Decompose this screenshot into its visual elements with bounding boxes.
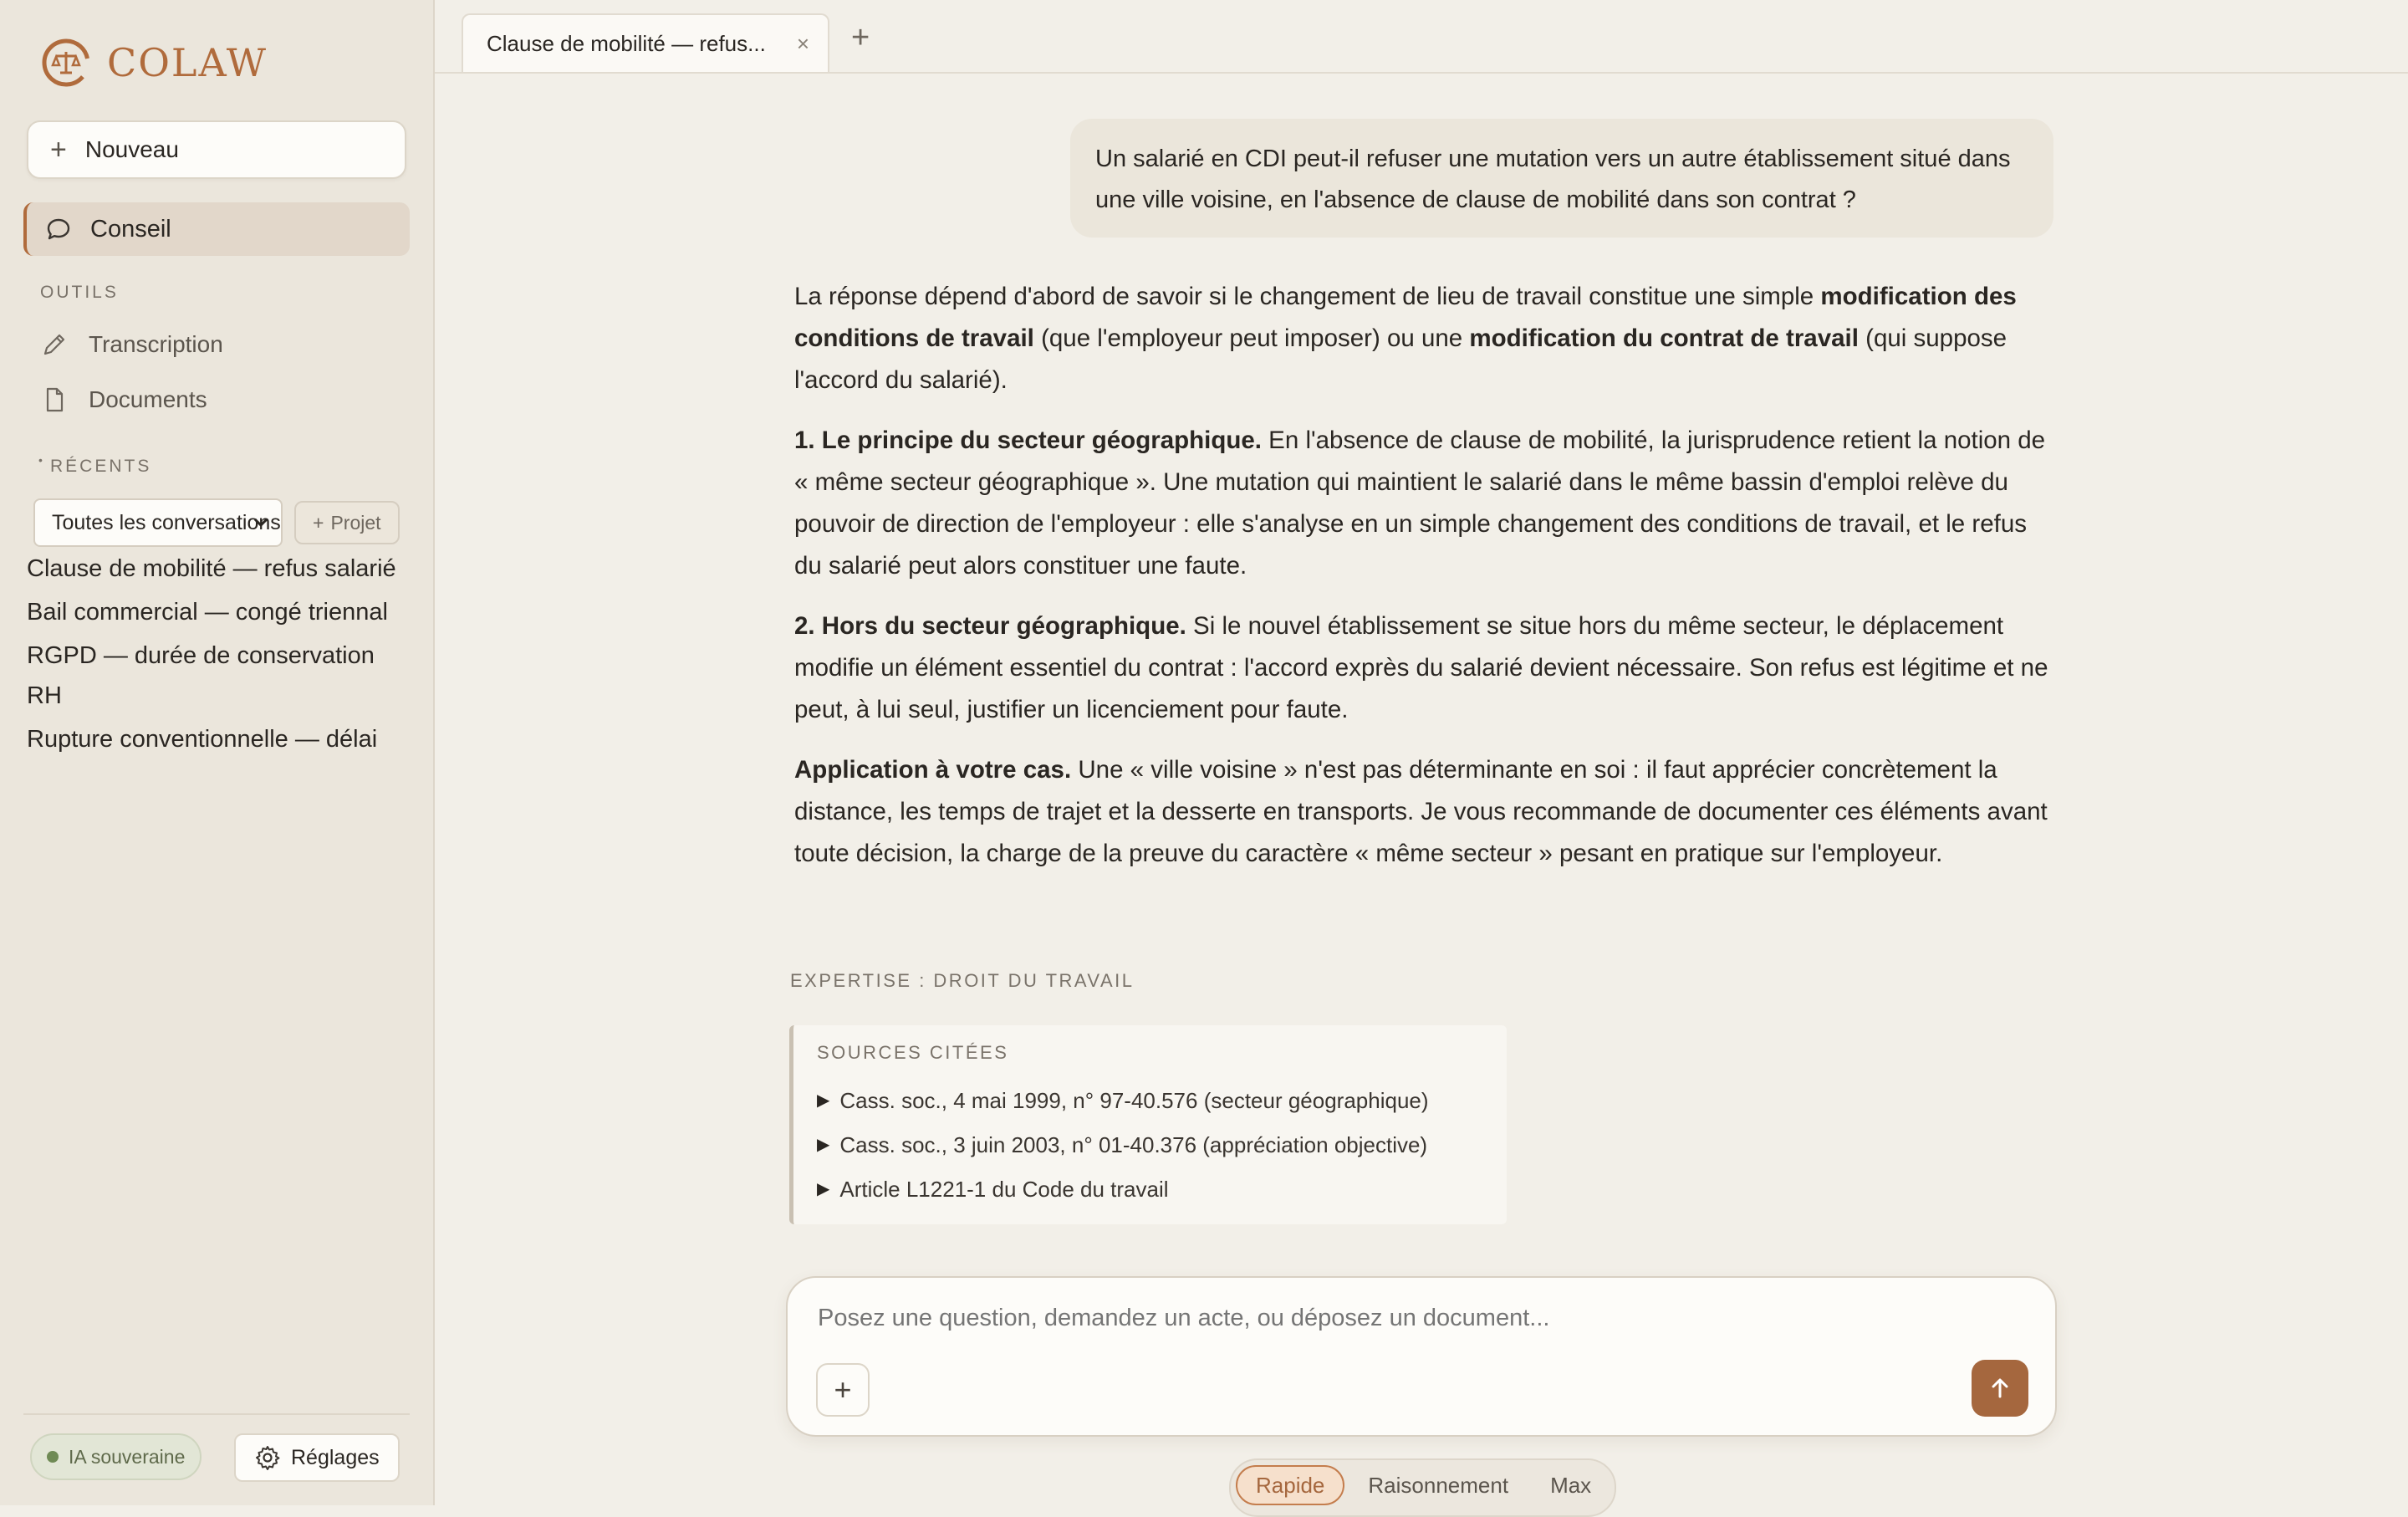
tab-title: Clause de mobilité — refus... — [487, 30, 766, 56]
recent-conversation-item[interactable]: RGPD — durée de conservation RH — [27, 642, 375, 709]
recent-conversations-list — [27, 549, 411, 763]
plus-icon: + — [313, 511, 324, 534]
sovereign-label: IA souveraine — [69, 1445, 186, 1468]
pencil-icon — [40, 330, 69, 359]
answer-bold-text: modification des conditions de travail — [794, 283, 2017, 352]
conversation-filter-select[interactable] — [33, 498, 283, 547]
send-button[interactable] — [1972, 1360, 2028, 1417]
close-icon[interactable]: × — [796, 30, 809, 56]
disclosure-triangle-icon: ▶ — [817, 1136, 830, 1154]
answer-text: (que l'employeur peut imposer) ou une — [1033, 324, 1470, 352]
sidebar-item-label: Documents — [89, 386, 207, 412]
sidebar-item-conseil[interactable] — [23, 202, 410, 256]
gear-icon — [254, 1444, 281, 1471]
answer-bold-text: 2. Hors du secteur géographique. — [794, 612, 1186, 640]
recent-conversation-item[interactable]: Bail commercial — congé triennal — [27, 599, 388, 626]
sources-title: SOURCES CITÉES — [817, 1042, 1009, 1063]
sidebar-footer-divider — [23, 1413, 410, 1415]
scales-logo-icon — [42, 38, 90, 87]
source-item[interactable] — [817, 1123, 1483, 1167]
document-icon — [40, 386, 69, 414]
tab-bar — [435, 0, 2408, 74]
recent-conversation-item[interactable]: Clause de mobilité — refus salarié — [27, 555, 396, 582]
add-project-button[interactable] — [294, 501, 400, 544]
brand[interactable] — [42, 38, 268, 87]
mode-raisonnement[interactable]: Raisonnement — [1368, 1472, 1509, 1498]
source-label: Article L1221-1 du Code du travail — [839, 1177, 1169, 1202]
sidebar-item-label: Transcription — [89, 331, 223, 357]
settings-label: Réglages — [291, 1445, 380, 1469]
expertise-label: EXPERTISE : DROIT DU TRAVAIL — [790, 970, 1135, 991]
message-composer — [786, 1276, 2057, 1437]
answer-paragraph — [794, 420, 2048, 587]
plus-icon: + — [834, 1372, 852, 1407]
mode-selector — [1229, 1458, 1616, 1517]
sidebar-item-documents[interactable] — [40, 376, 207, 423]
attach-button[interactable] — [816, 1363, 870, 1417]
section-label-tools: OUTILS — [40, 283, 119, 302]
project-label: Projet — [330, 511, 381, 534]
mode-max[interactable]: Max — [1550, 1472, 1592, 1498]
answer-text: La réponse dépend d'abord de savoir si le changement de lieu de travail constitue une simple — [794, 283, 1821, 310]
sidebar — [0, 0, 435, 1505]
arrow-up-icon — [1987, 1375, 2013, 1402]
recent-conversation-item[interactable]: Rupture conventionnelle — délai — [27, 726, 378, 753]
sidebar-item-transcription[interactable] — [40, 321, 223, 368]
answer-text: Une « ville voisine » n'est pas déterminante en soi : il faut apprécier concrètement la distance, les temps de trajet et la desserte en transports. Je vous recommande de documenter ces éléments avant toute décision, la charge de la preuve du caractère « même secteur » pesant en pratique sur l'employeur. — [794, 756, 2048, 867]
plus-icon: + — [50, 134, 67, 166]
disclosure-triangle-icon: ▶ — [817, 1180, 830, 1198]
recents-label: RÉCENTS — [50, 457, 152, 476]
user-message-bubble: Un salarié en CDI peut-il refuser une mutation vers un autre établissement situé dans une ville voisine, en l'absence de clause de mobilité dans son contrat ? — [1070, 119, 2053, 238]
new-tab-button[interactable]: + — [851, 20, 870, 55]
mode-rapide[interactable]: Rapide — [1236, 1465, 1344, 1505]
brand-name: COLAW — [107, 40, 268, 85]
answer-bold-text: Application à votre cas. — [794, 756, 1072, 784]
disclosure-triangle-icon: ▶ — [817, 1091, 830, 1110]
sidebar-item-label: Conseil — [90, 215, 171, 243]
section-label-recents[interactable] — [38, 453, 152, 477]
source-label: Cass. soc., 3 juin 2003, n° 01-40.376 (appréciation objective) — [839, 1132, 1428, 1157]
answer-paragraph — [794, 749, 2048, 875]
assistant-answer — [794, 276, 2048, 893]
answer-text: (qui suppose l'accord du salarié). — [794, 324, 2008, 394]
settings-button[interactable] — [234, 1433, 400, 1482]
collapse-dot-icon: • — [38, 453, 45, 467]
cited-sources-panel — [789, 1025, 1507, 1224]
answer-paragraph — [794, 605, 2048, 731]
answer-bold-text: 1. Le principe du secteur géographique. — [794, 426, 1262, 454]
recents-filter-row — [33, 498, 400, 547]
chat-bubble-icon — [45, 216, 72, 243]
new-button-label: Nouveau — [84, 136, 179, 162]
status-dot-icon — [47, 1451, 59, 1463]
source-label: Cass. soc., 4 mai 1999, n° 97-40.576 (secteur géographique) — [839, 1088, 1429, 1113]
chevron-down-icon — [253, 517, 269, 529]
source-item[interactable] — [817, 1079, 1483, 1123]
message-input[interactable] — [818, 1305, 1988, 1332]
answer-text: Si le nouvel établissement se situe hors du même secteur, le déplacement modifie un élément essentiel du contrat : l'accord exprès du salarié devient nécessaire. Son refus est légitime et ne peut, à lui seul, justifier un licenciement pour faute. — [794, 612, 2048, 723]
answer-bold-text: modification du contrat de travail — [1469, 324, 1859, 352]
answer-paragraph — [794, 276, 2048, 401]
source-item[interactable] — [817, 1167, 1483, 1212]
tab-active-conversation[interactable] — [462, 13, 829, 72]
answer-text: En l'absence de clause de mobilité, la jurisprudence retient la notion de « même secteur géographique ». Une mutation qui maintient le salarié dans le même bassin d'emploi relève du pouvoir de direction de l'employeur : elle s'analyse en un simple changement des conditions de travail, et le refus du salarié peut alors constituer une faute. — [794, 426, 2046, 580]
filter-value: Toutes les conversations — [52, 510, 281, 534]
sovereign-ai-badge — [30, 1433, 202, 1480]
new-conversation-button[interactable] — [27, 120, 406, 179]
